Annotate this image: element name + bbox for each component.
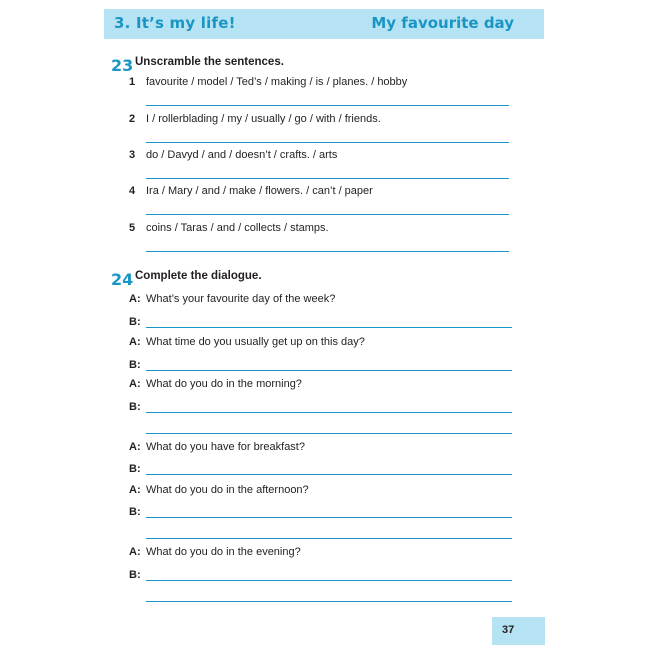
answer-line-23-3[interactable] <box>146 178 509 179</box>
speaker-b-label: B: <box>129 569 141 581</box>
speaker-a-label: A: <box>129 293 141 305</box>
speaker-b-label: B: <box>129 506 141 518</box>
answer-line-24-5[interactable] <box>146 517 512 518</box>
speaker-a-label: A: <box>129 484 141 496</box>
exercise-23-instruction: Unscramble the sentences. <box>135 56 284 68</box>
exercise-23-item-text: Ira / Mary / and / make / flowers. / can’t / paper <box>146 185 373 197</box>
answer-line-24-1[interactable] <box>146 327 512 328</box>
speaker-a-label: A: <box>129 336 141 348</box>
answer-line-24-4[interactable] <box>146 474 512 475</box>
speaker-a-label: A: <box>129 546 141 558</box>
exercise-23-item-text: do / Davyd / and / doesn’t / crafts. / arts <box>146 149 338 161</box>
lesson-title: My favourite day <box>371 14 514 32</box>
page-number-tab <box>492 617 545 645</box>
exercise-24-number: 24 <box>111 270 134 289</box>
dialogue-question: What do you do in the afternoon? <box>146 484 309 496</box>
dialogue-question: What do you have for breakfast? <box>146 441 305 453</box>
dialogue-question: What do you do in the morning? <box>146 378 302 390</box>
exercise-24-instruction: Complete the dialogue. <box>135 270 262 282</box>
answer-line-24-3[interactable] <box>146 412 512 413</box>
answer-line-23-4[interactable] <box>146 214 509 215</box>
exercise-23-item-number: 2 <box>129 113 136 125</box>
page-number: 37 <box>502 624 515 636</box>
answer-line-23-1[interactable] <box>146 105 509 106</box>
speaker-b-label: B: <box>129 359 141 371</box>
answer-line-24-5b[interactable] <box>146 538 512 539</box>
answer-line-24-6b[interactable] <box>146 601 512 602</box>
speaker-b-label: B: <box>129 401 141 413</box>
exercise-23-item-number: 4 <box>129 185 136 197</box>
answer-line-24-6[interactable] <box>146 580 512 581</box>
exercise-23-item-text: favourite / model / Ted’s / making / is / planes. / hobby <box>146 76 408 88</box>
answer-line-24-2[interactable] <box>146 370 512 371</box>
speaker-b-label: B: <box>129 463 141 475</box>
exercise-23-item-number: 1 <box>129 76 136 88</box>
answer-line-23-5[interactable] <box>146 251 509 252</box>
answer-line-23-2[interactable] <box>146 142 509 143</box>
exercise-23-item-text: I / rollerblading / my / usually / go / with / friends. <box>146 113 381 125</box>
answer-line-24-3b[interactable] <box>146 433 512 434</box>
speaker-b-label: B: <box>129 316 141 328</box>
exercise-23-item-number: 5 <box>129 222 136 234</box>
speaker-a-label: A: <box>129 378 141 390</box>
dialogue-question: What do you do in the evening? <box>146 546 301 558</box>
exercise-23-item-number: 3 <box>129 149 136 161</box>
dialogue-question: What’s your favourite day of the week? <box>146 293 336 305</box>
exercise-23-item-text: coins / Taras / and / collects / stamps. <box>146 222 329 234</box>
speaker-a-label: A: <box>129 441 141 453</box>
page-header <box>104 9 544 39</box>
unit-title: 3. It’s my life! <box>114 14 236 32</box>
exercise-23-number: 23 <box>111 56 134 75</box>
dialogue-question: What time do you usually get up on this day? <box>146 336 365 348</box>
